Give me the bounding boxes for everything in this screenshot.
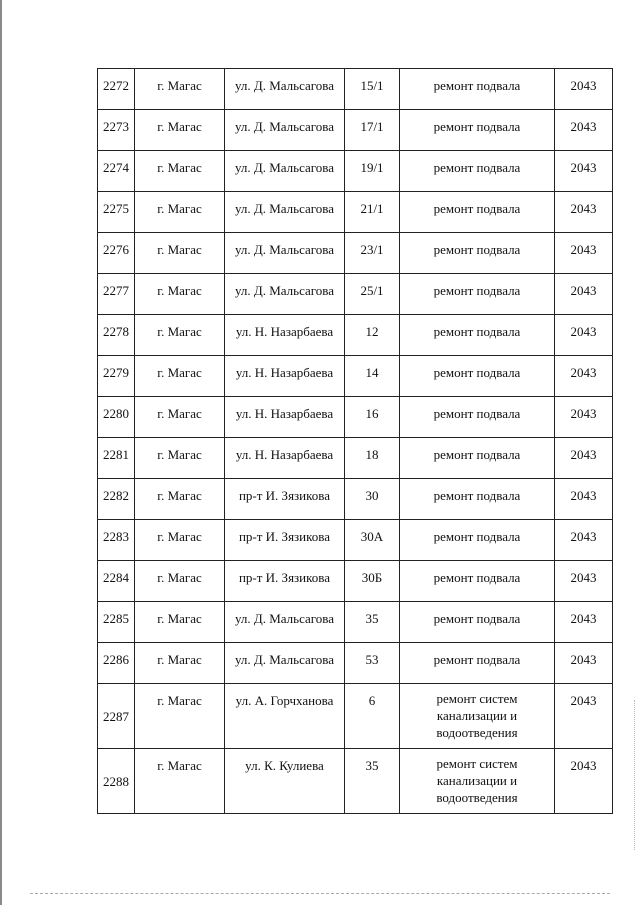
house-cell: 53 (345, 643, 400, 684)
house-cell: 21/1 (345, 192, 400, 233)
city-cell: г. Магас (135, 602, 225, 643)
house-cell: 23/1 (345, 233, 400, 274)
city-cell: г. Магас (135, 192, 225, 233)
work-type-cell: ремонт подвала (400, 438, 555, 479)
work-type-cell: ремонт систем канализации и водоотведения (400, 684, 555, 749)
scan-artifact (634, 700, 636, 850)
year-cell: 2043 (555, 749, 613, 814)
year-cell: 2043 (555, 233, 613, 274)
table-row (98, 192, 613, 233)
city-cell: г. Магас (135, 643, 225, 684)
row-number: 2281 (98, 438, 135, 479)
house-cell: 6 (345, 684, 400, 749)
year-cell: 2043 (555, 397, 613, 438)
house-cell: 15/1 (345, 69, 400, 110)
table-row (98, 643, 613, 684)
row-number: 2287 (98, 684, 135, 749)
work-type-cell: ремонт подвала (400, 274, 555, 315)
house-cell: 30Б (345, 561, 400, 602)
table-row (98, 749, 613, 814)
row-number: 2284 (98, 561, 135, 602)
table-row (98, 233, 613, 274)
house-cell: 14 (345, 356, 400, 397)
table-row (98, 438, 613, 479)
street-cell: ул. Н. Назарбаева (225, 315, 345, 356)
table-row (98, 520, 613, 561)
year-cell: 2043 (555, 192, 613, 233)
row-number: 2272 (98, 69, 135, 110)
row-number: 2278 (98, 315, 135, 356)
row-number: 2277 (98, 274, 135, 315)
house-cell: 16 (345, 397, 400, 438)
street-cell: ул. Н. Назарбаева (225, 397, 345, 438)
city-cell: г. Магас (135, 397, 225, 438)
work-type-cell: ремонт подвала (400, 151, 555, 192)
year-cell: 2043 (555, 69, 613, 110)
house-cell: 30А (345, 520, 400, 561)
row-number: 2282 (98, 479, 135, 520)
work-type-cell: ремонт подвала (400, 479, 555, 520)
table-row (98, 397, 613, 438)
year-cell: 2043 (555, 602, 613, 643)
year-cell: 2043 (555, 684, 613, 749)
city-cell: г. Магас (135, 479, 225, 520)
street-cell: ул. Д. Мальсагова (225, 192, 345, 233)
house-cell: 35 (345, 749, 400, 814)
city-cell: г. Магас (135, 438, 225, 479)
street-cell: пр-т И. Зязикова (225, 561, 345, 602)
row-number: 2283 (98, 520, 135, 561)
street-cell: ул. А. Горчханова (225, 684, 345, 749)
table-row (98, 561, 613, 602)
street-cell: пр-т И. Зязикова (225, 479, 345, 520)
city-cell: г. Магас (135, 69, 225, 110)
table-row (98, 356, 613, 397)
table-row (98, 684, 613, 749)
city-cell: г. Магас (135, 749, 225, 814)
row-number: 2280 (98, 397, 135, 438)
city-cell: г. Магас (135, 684, 225, 749)
page-edge (0, 0, 2, 905)
work-type-cell: ремонт подвала (400, 356, 555, 397)
year-cell: 2043 (555, 356, 613, 397)
street-cell: ул. Д. Мальсагова (225, 69, 345, 110)
year-cell: 2043 (555, 274, 613, 315)
table-row (98, 110, 613, 151)
year-cell: 2043 (555, 315, 613, 356)
street-cell: ул. К. Кулиева (225, 749, 345, 814)
city-cell: г. Магас (135, 561, 225, 602)
row-number: 2288 (98, 749, 135, 814)
year-cell: 2043 (555, 110, 613, 151)
table-row (98, 151, 613, 192)
row-number: 2276 (98, 233, 135, 274)
house-cell: 17/1 (345, 110, 400, 151)
table-row (98, 274, 613, 315)
house-cell: 30 (345, 479, 400, 520)
city-cell: г. Магас (135, 315, 225, 356)
year-cell: 2043 (555, 643, 613, 684)
city-cell: г. Магас (135, 233, 225, 274)
year-cell: 2043 (555, 561, 613, 602)
street-cell: ул. Д. Мальсагова (225, 274, 345, 315)
table-row (98, 69, 613, 110)
street-cell: ул. Н. Назарбаева (225, 356, 345, 397)
work-type-cell: ремонт систем канализации и водоотведения (400, 749, 555, 814)
bottom-rule (30, 893, 610, 894)
house-cell: 25/1 (345, 274, 400, 315)
row-number: 2279 (98, 356, 135, 397)
repair-schedule-table (97, 68, 613, 814)
street-cell: пр-т И. Зязикова (225, 520, 345, 561)
city-cell: г. Магас (135, 110, 225, 151)
row-number: 2275 (98, 192, 135, 233)
work-type-cell: ремонт подвала (400, 110, 555, 151)
street-cell: ул. Д. Мальсагова (225, 110, 345, 151)
work-type-cell: ремонт подвала (400, 233, 555, 274)
year-cell: 2043 (555, 438, 613, 479)
street-cell: ул. Д. Мальсагова (225, 643, 345, 684)
house-cell: 35 (345, 602, 400, 643)
work-type-cell: ремонт подвала (400, 561, 555, 602)
house-cell: 19/1 (345, 151, 400, 192)
city-cell: г. Магас (135, 520, 225, 561)
work-type-cell: ремонт подвала (400, 315, 555, 356)
street-cell: ул. Н. Назарбаева (225, 438, 345, 479)
row-number: 2286 (98, 643, 135, 684)
street-cell: ул. Д. Мальсагова (225, 233, 345, 274)
table-row (98, 479, 613, 520)
table-row (98, 315, 613, 356)
year-cell: 2043 (555, 479, 613, 520)
street-cell: ул. Д. Мальсагова (225, 151, 345, 192)
row-number: 2285 (98, 602, 135, 643)
work-type-cell: ремонт подвала (400, 602, 555, 643)
city-cell: г. Магас (135, 356, 225, 397)
work-type-cell: ремонт подвала (400, 69, 555, 110)
year-cell: 2043 (555, 151, 613, 192)
row-number: 2273 (98, 110, 135, 151)
work-type-cell: ремонт подвала (400, 192, 555, 233)
work-type-cell: ремонт подвала (400, 520, 555, 561)
year-cell: 2043 (555, 520, 613, 561)
table-row (98, 602, 613, 643)
city-cell: г. Магас (135, 151, 225, 192)
city-cell: г. Магас (135, 274, 225, 315)
street-cell: ул. Д. Мальсагова (225, 602, 345, 643)
work-type-cell: ремонт подвала (400, 397, 555, 438)
house-cell: 12 (345, 315, 400, 356)
work-type-cell: ремонт подвала (400, 643, 555, 684)
row-number: 2274 (98, 151, 135, 192)
house-cell: 18 (345, 438, 400, 479)
